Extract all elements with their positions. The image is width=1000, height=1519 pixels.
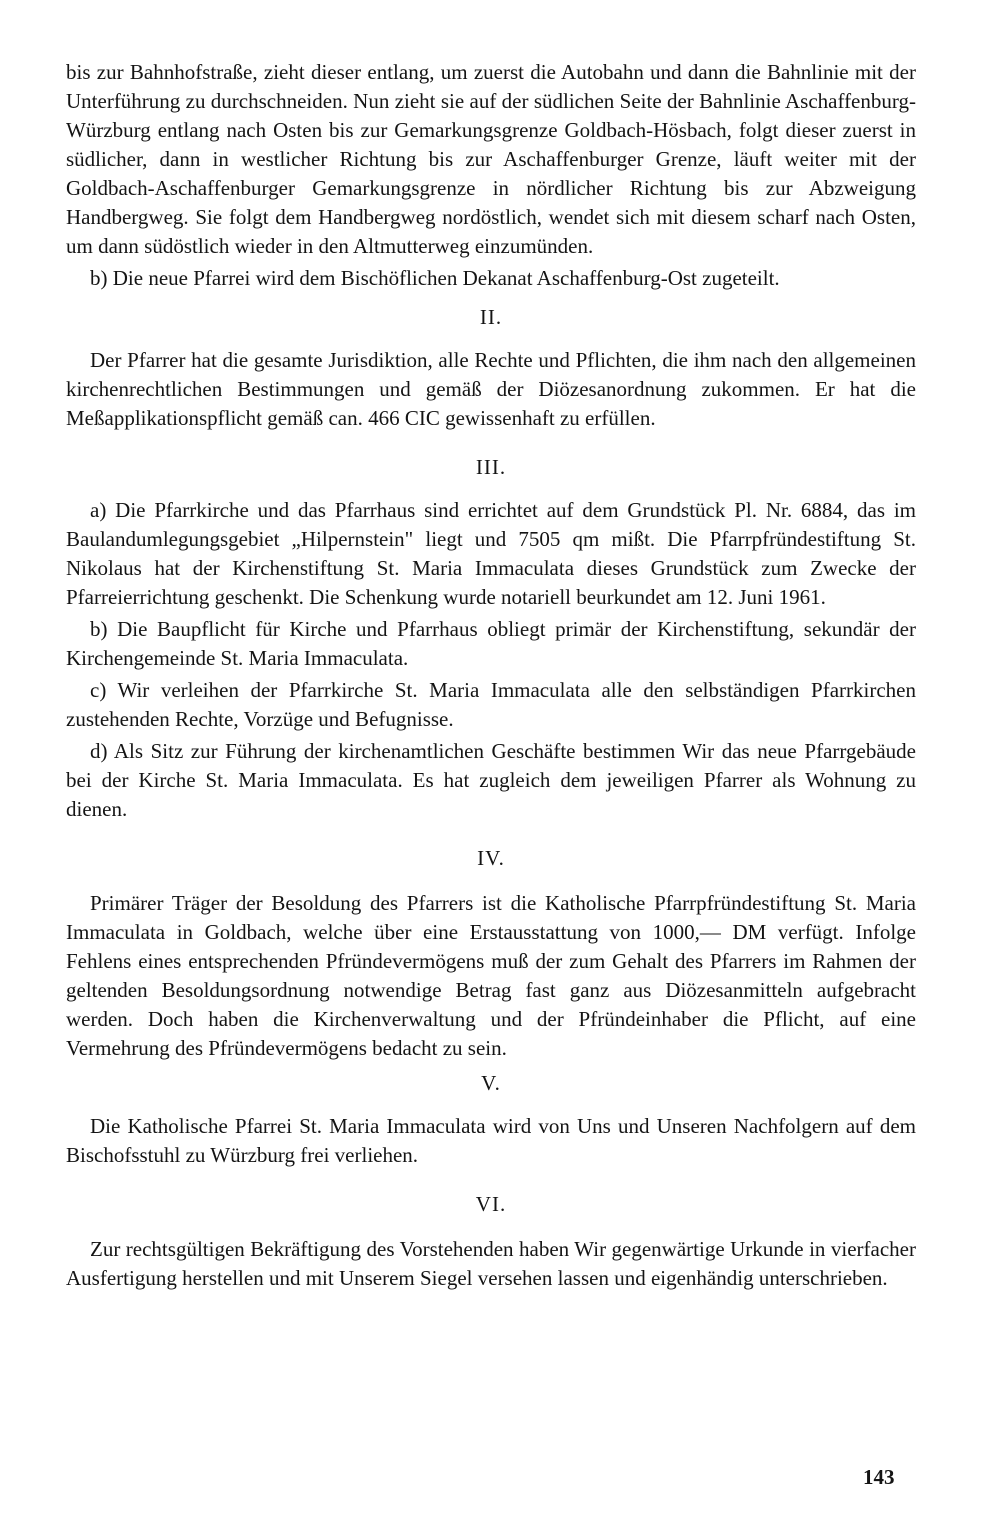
page-number: 143 [863,1465,895,1489]
section-i-b-paragraph: b) Die neue Pfarrei wird dem Bischöflichen Dekanat Aschaffenburg-Ost zugeteilt. [90,266,780,290]
section-v-paragraph: Die Katholische Pfarrei St. Maria Immaculata wird von Uns und Unseren Nachfolgern auf dem Bischofsstuhl zu Würzburg frei verliehen. [66,1114,916,1167]
section-iii-b-paragraph: b) Die Baupflicht für Kirche und Pfarrhaus obliegt primär der Kirchenstiftung, sekundär der Kirchengemeinde St. Maria Immaculata. [66,617,916,670]
section-v-heading: V. [481,1071,501,1095]
continuation-paragraph: bis zur Bahnhofstraße, zieht dieser entlang, um zuerst die Autobahn und dann die Bahnlinie mit der Unterführung zu durchschneiden. Nun zieht sie auf der südlichen Seite der Bahnlinie Aschaffenburg-Würzburg entlang nach Osten bis zur Gemarkungsgrenze Goldbach-Hösbach, folgt dieser zuerst in südlicher, dann in westlicher Richtung bis zur Aschaffenburger Grenze, läuft weiter mit der Goldbach-Aschaffenburger Gemarkungsgrenze in nördlicher Richtung bis zur Abzweigung Handbergweg. Sie folgt dem Handbergweg nordöstlich, wendet sich mit diesem scharf nach Osten, um dann südöstlich wieder in den Altmutterweg einzumünden. [66,60,916,258]
section-iv-paragraph: Primärer Träger der Besoldung des Pfarrers ist die Katholische Pfarrpfründestiftung St. Maria Immaculata in Goldbach, welche über eine Erstausstattung von 1000,— DM verfügt. Infolge Fehlens eines entsprechenden Pfründevermögens muß der zum Gehalt des Pfarrers im Rahmen der geltenden Besoldungsordnung notwendige Betrag fast ganz aus Diözesanmitteln aufgebracht werden. Doch haben die Kirchenverwaltung und der Pfründeinhaber die Pflicht, auf eine Vermehrung des Pfründevermögens bedacht zu sein. [66,891,916,1060]
section-ii-paragraph: Der Pfarrer hat die gesamte Jurisdiktion, alle Rechte und Pflichten, die ihm nach den allgemeinen kirchenrechtlichen Bestimmungen und gemäß der Diözesanordnung zukommen. Er hat die Meßapplikationspflicht gemäß can. 466 CIC gewissenhaft zu erfüllen. [66,348,916,430]
document-page [66,58,916,1293]
section-ii-heading: II. [479,305,503,329]
section-iii-a-paragraph: a) Die Pfarrkirche und das Pfarrhaus sind errichtet auf dem Grundstück Pl. Nr. 6884, das im Baulandumlegungsgebiet „Hilpernstein" liegt und 7505 qm mißt. Die Pfarrpfründestiftung St. Nikolaus hat der Kirchenstiftung St. Maria Immaculata dieses Grundstück zum Zwecke der Pfarreierrichtung geschenkt. Die Schenkung wurde notariell beurkundet am 12. Juni 1961. [66,498,916,609]
section-vi-heading: VI. [475,1192,507,1216]
section-iii-c-paragraph: c) Wir verleihen der Pfarrkirche St. Maria Immaculata alle den selbständigen Pfarrkirchen zustehenden Rechte, Vorzüge und Befugnisse. [66,678,916,731]
section-iii-d-paragraph: d) Als Sitz zur Führung der kirchenamtlichen Geschäfte bestimmen Wir das neue Pfarrgebäude bei der Kirche St. Maria Immaculata. Es hat zugleich dem jeweiligen Pfarrer als Wohnung zu dienen. [66,739,916,821]
section-iii-heading: III. [475,455,507,479]
section-iv-heading: IV. [477,846,505,870]
section-vi-paragraph: Zur rechtsgültigen Bekräftigung des Vorstehenden haben Wir gegenwärtige Urkunde in vierfacher Ausfertigung herstellen und mit Unserem Siegel versehen lassen und eigenhändig unterschrieben. [66,1237,916,1290]
